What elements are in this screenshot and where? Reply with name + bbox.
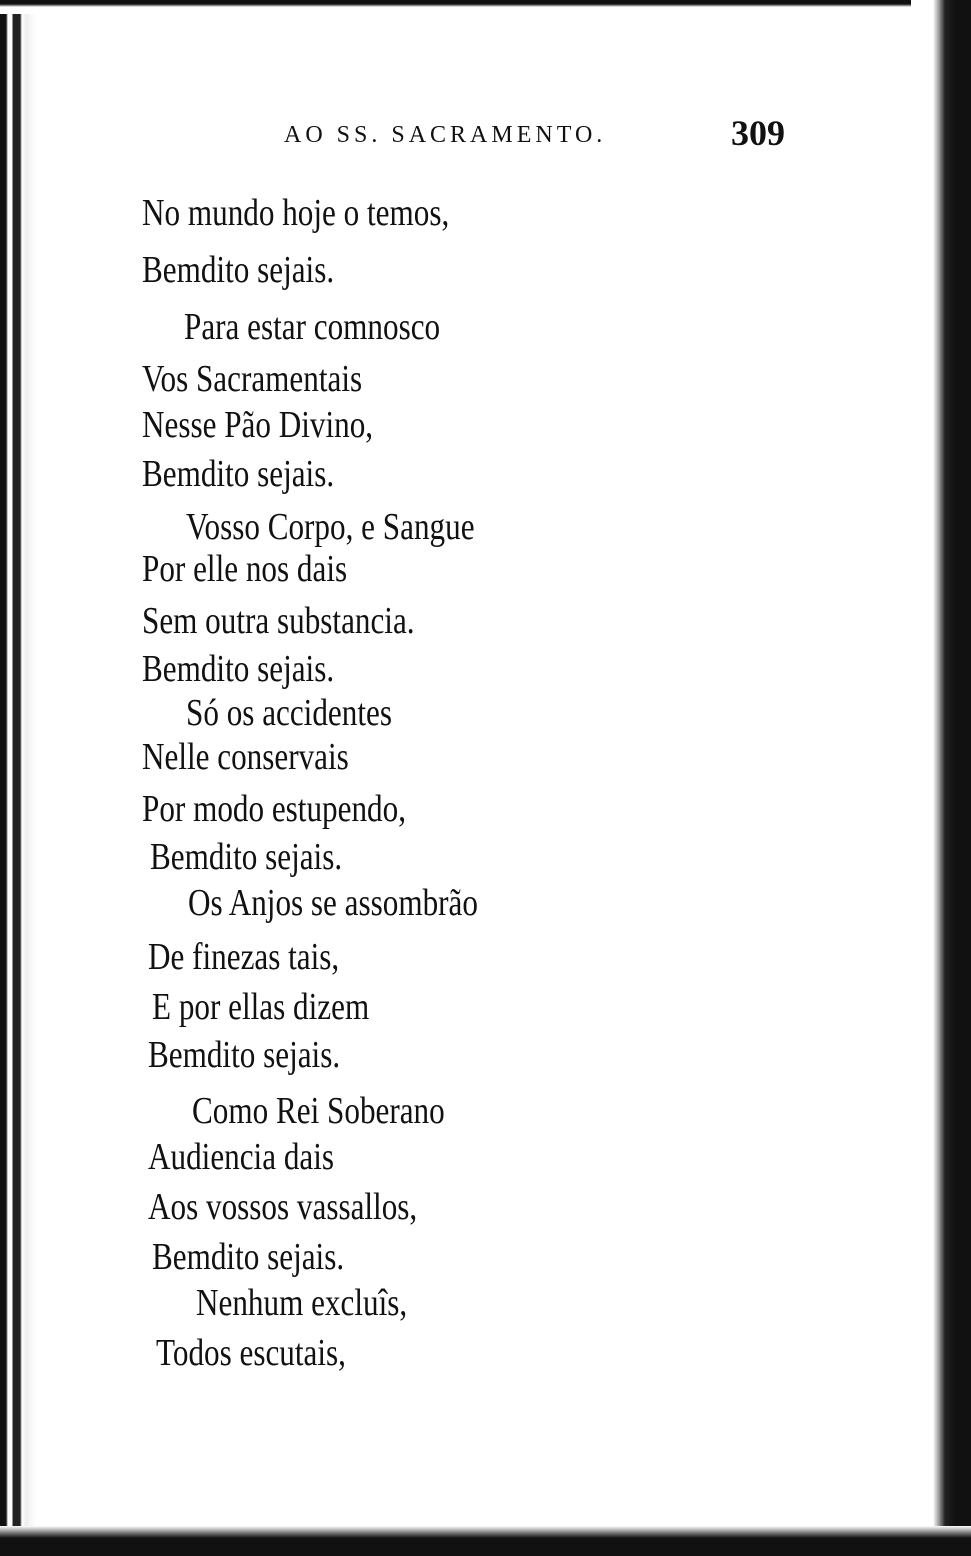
poem-line: Bemdito sejais. bbox=[142, 648, 335, 690]
poem-line: Para estar comnosco bbox=[184, 306, 441, 348]
page-left-edge bbox=[0, 0, 36, 1556]
poem-line: E por ellas dizem bbox=[152, 986, 370, 1028]
poem-line: No mundo hoje o temos, bbox=[142, 192, 450, 234]
poem-line: Aos vossos vassallos, bbox=[148, 1186, 418, 1228]
poem-line: Por modo estupendo, bbox=[142, 788, 406, 830]
poem-line: De finezas tais, bbox=[148, 936, 340, 978]
page-header bbox=[0, 112, 971, 162]
poem-line: Bemdito sejais. bbox=[150, 836, 343, 878]
poem-line: Bemdito sejais. bbox=[148, 1034, 341, 1076]
poem-line: Nesse Pão Divino, bbox=[142, 404, 374, 446]
poem-line: Nelle conservais bbox=[142, 736, 349, 778]
poem-line: Por elle nos dais bbox=[142, 548, 348, 590]
poem-line: Vos Sacramentais bbox=[142, 358, 363, 400]
poem-line: Audiencia dais bbox=[148, 1136, 335, 1178]
poem-line: Nenhum excluîs, bbox=[196, 1282, 408, 1324]
poem-line: Todos escutais, bbox=[156, 1332, 346, 1374]
poem-line: Bemdito sejais. bbox=[142, 249, 335, 291]
poem-line: Só os accidentes bbox=[186, 692, 392, 734]
poem-line: Vosso Corpo, e Sangue bbox=[186, 506, 475, 548]
poem-line: Bemdito sejais. bbox=[142, 453, 335, 495]
page-right-edge bbox=[911, 0, 971, 1556]
poem-line: Como Rei Soberano bbox=[192, 1090, 445, 1132]
running-head: AO SS. SACRAMENTO. bbox=[284, 122, 607, 148]
page-top-edge bbox=[0, 0, 971, 14]
page-bottom-edge bbox=[0, 1526, 971, 1556]
poem-line: Sem outra substancia. bbox=[142, 600, 415, 642]
page-number: 309 bbox=[731, 113, 785, 153]
poem-line: Os Anjos se assombrão bbox=[188, 882, 478, 924]
poem-line: Bemdito sejais. bbox=[152, 1236, 345, 1278]
